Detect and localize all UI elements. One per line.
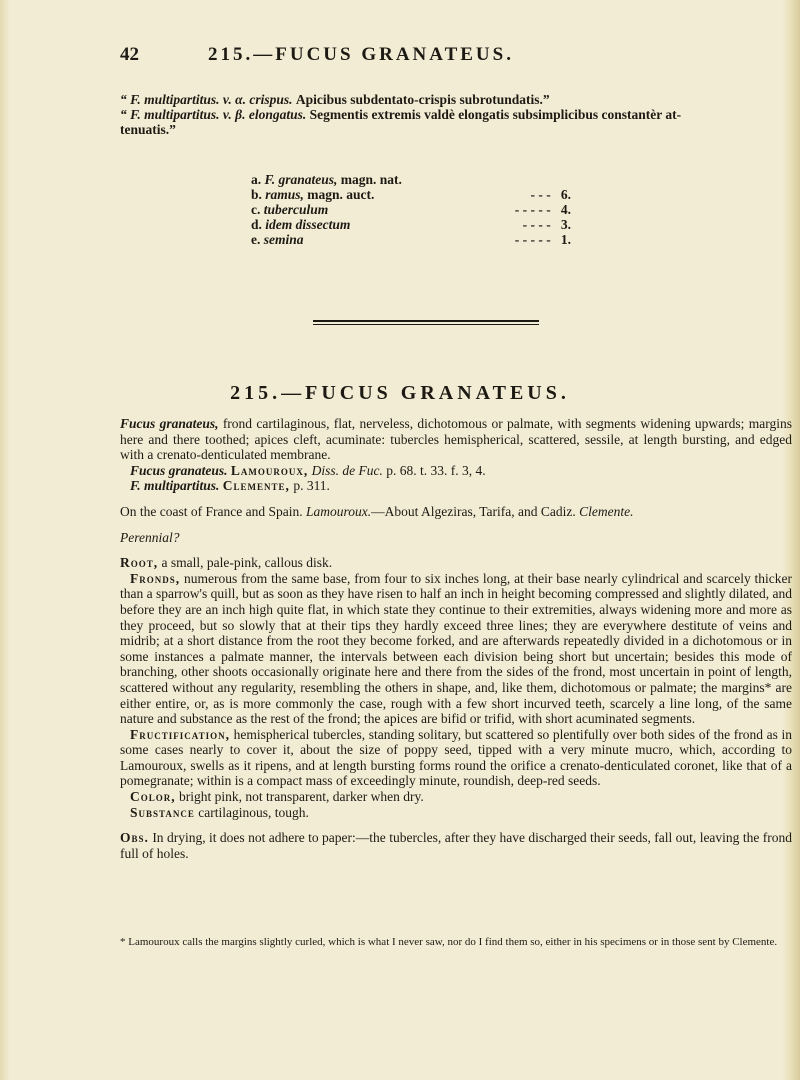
- reference-citation: p. 68. t. 33. f. 3, 4.: [386, 462, 486, 478]
- synonym-line: [120, 107, 790, 122]
- paragraph-heading: Fructification,: [130, 726, 230, 742]
- locality: [120, 504, 792, 520]
- plate-row: [251, 217, 571, 232]
- paragraph-heading: Obs.: [120, 830, 149, 846]
- observation-paragraph: [120, 830, 792, 861]
- plate-magnification: 1.: [560, 232, 571, 247]
- synonym-line: [120, 122, 790, 137]
- synonym-line: [120, 92, 790, 107]
- section-rule: [313, 320, 539, 322]
- running-head: [120, 44, 780, 74]
- substance-paragraph: [120, 805, 792, 821]
- plate-dashes: - - - - -: [514, 232, 551, 247]
- plate-letter: c.: [251, 202, 261, 217]
- synonym-species: “ F. multipartitus.: [120, 107, 220, 122]
- paragraph-heading: Color,: [130, 789, 176, 805]
- reference-work: Diss. de Fuc.: [311, 462, 383, 478]
- plate-letter: b.: [251, 187, 262, 202]
- paragraph-text: cartilaginous, tough.: [198, 804, 309, 820]
- synonym-variety: v. β. elongatus.: [222, 107, 307, 122]
- running-title: 215.—FUCUS GRANATEUS.: [208, 44, 514, 65]
- locality-text: On the coast of France and Spain.: [120, 503, 303, 519]
- plate-letter: e.: [251, 232, 261, 247]
- locality-text: —About Algeziras, Tarifa, and Cadiz.: [371, 503, 576, 519]
- locality-author: Clemente.: [579, 503, 634, 519]
- plate-desc: magn. nat.: [340, 172, 402, 187]
- plate-name: tuberculum: [263, 202, 329, 217]
- plate-dashes: - - - -: [522, 217, 551, 232]
- root-paragraph: [120, 555, 792, 571]
- paragraph-heading: Substance: [130, 804, 195, 820]
- paragraph-text: bright pink, not transparent, darker when dry.: [179, 789, 424, 805]
- fronds-paragraph: [120, 571, 792, 727]
- plate-row: [251, 172, 571, 187]
- locality-author: Lamouroux.: [305, 503, 372, 519]
- species-description: [120, 416, 792, 861]
- synonym-text: Segmentis extremis valdè elongatis subsimplicibus constantèr at-: [309, 107, 682, 122]
- diagnosis: [120, 416, 792, 463]
- footnote: * Lamouroux calls the margins slightly curled, which is what I never saw, nor do I find them so, either in his specimens or in those sent by Clemente.: [120, 936, 778, 948]
- duration: Perennial?: [120, 529, 180, 545]
- plate-name: idem dissectum: [265, 217, 351, 232]
- fructification-paragraph: [120, 727, 792, 789]
- reference: [120, 478, 792, 494]
- plate-letter: a.: [251, 172, 262, 187]
- paragraph-text: numerous from the same base, from four to six inches long, at their base nearly cylindrical and scarcely thicker than a sparrow's quill, but as soon as they have risen to half an inch in height becoming compressed and slightly dilated, and before they are an inch high quite flat, in which state they continue to their extremities, always widening more and more as they proceed, but so slowly that at their tips they hardly exceed three lines; they are everywhere destitute of veins and midrib; at a short distance from the root they become forked, and are afterwards repeatedly divided in a dichotomous or in some instances a palmate manner, the intervals between each division being short but uncertain; besides this mode of branching, other shoots occasionally originate here and there from the sides of the frond, most uncertain in point of length, scattered without any regularity, resembling the others in shape, and, like them, dichotomous or palmate; the margins* are either entire, or, as is more commonly the case, rough with a few short incurved teeth, scarcely a line long, of the same nature and substance as the rest of the frond; the apices are bifid or trifid, with short acuminated segments.: [120, 570, 793, 727]
- synonym-variety: v. α. crispus.: [222, 92, 293, 107]
- reference-author: Clemente,: [222, 478, 290, 494]
- section-rule: [313, 324, 539, 325]
- paragraph-text: In drying, it does not adhere to paper:—the tubercles, after they have discharged their seeds, fall out, leaving the frond full of holes.: [120, 830, 792, 861]
- plate-row: [251, 202, 571, 217]
- synonym-species: “ F. multipartitus.: [120, 92, 220, 107]
- reference-citation: p. 311.: [293, 478, 330, 494]
- page-edge-left: [0, 0, 10, 1080]
- plate-magnification: 3.: [560, 217, 571, 232]
- color-paragraph: [120, 789, 792, 805]
- section-title: 215.—FUCUS GRANATEUS.: [230, 382, 570, 404]
- paragraph-heading: Fronds,: [130, 570, 181, 586]
- page-number: 42: [120, 44, 139, 65]
- plate-name: ramus,: [265, 187, 304, 202]
- reference: [120, 463, 792, 479]
- paragraph-heading: Root,: [120, 555, 159, 571]
- plate-desc: magn. auct.: [307, 187, 375, 202]
- plate-letter: d.: [251, 217, 262, 232]
- synonym-text: tenuatis.”: [120, 122, 176, 137]
- plate-row: [251, 232, 571, 247]
- paragraph-text: a small, pale-pink, callous disk.: [161, 555, 333, 571]
- plate-magnification: 6.: [560, 187, 571, 202]
- plate-explanation: [251, 172, 571, 247]
- synonym-text: Apicibus subdentato-crispis subrotundatis.”: [295, 92, 550, 107]
- plate-dashes: - - -: [530, 187, 551, 202]
- plate-name: F. granateus,: [264, 172, 338, 187]
- plate-magnification: 4.: [560, 202, 571, 217]
- synonym-block: [120, 92, 790, 137]
- paragraph-text: hemispherical tubercles, standing solitary, but scattered so plentifully over both sides of the frond as in some cases nearly to cover it, about the size of poppy seed, tipped with a very minute mucro, which, according to Lamouroux, swells as it ripens, and at length bursting forms round the orifice a crenato-denticulated coronet, like that of a pomegranate; within is a compact mass of exceedingly minute, roundish, deep-red seeds.: [120, 726, 793, 789]
- diagnosis-text: frond cartilaginous, flat, nerveless, dichotomous or palmate, with segments widening upwards; margins here and there toothed; apices cleft, acuminate: tubercles hemispherical, scattered, sessile, at length bursting, and edged with a crenato-denticulated membrane.: [120, 416, 792, 463]
- reference-author: Lamouroux,: [230, 462, 309, 478]
- plate-dashes: - - - - -: [514, 202, 551, 217]
- plate-row: [251, 187, 571, 202]
- species-name: Fucus granateus,: [120, 416, 219, 431]
- reference-name: Fucus granateus.: [130, 462, 228, 478]
- plate-name: semina: [263, 232, 304, 247]
- reference-name: F. multipartitus.: [130, 478, 220, 494]
